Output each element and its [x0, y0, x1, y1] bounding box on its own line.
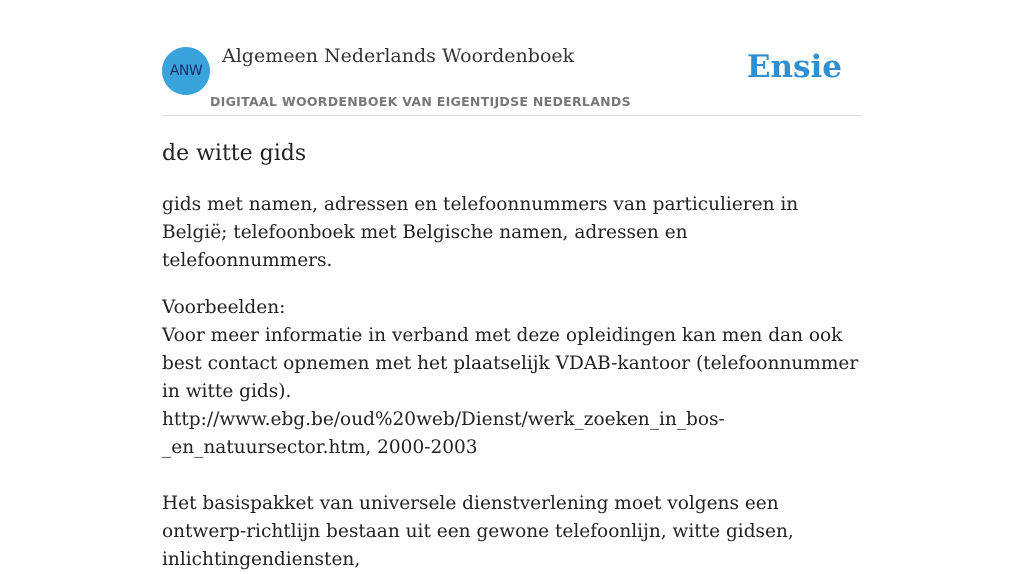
example-item: [162, 490, 862, 574]
entry-content: [162, 138, 862, 574]
ensie-brand-logo[interactable]: Ensie: [746, 49, 842, 85]
site-subtitle: DIGITAAL WOORDENBOEK VAN EIGENTIJDSE NEDERLANDS: [210, 94, 631, 109]
anw-logo[interactable]: ANW: [162, 47, 210, 95]
site-header: [162, 0, 862, 116]
example-source: http://www.ebg.be/oud%20web/Dienst/werk_zoeken_in_bos-_en_natuursector.htm, 2000-2003: [162, 409, 725, 458]
example-text: Het basispakket van universele dienstverlening moet volgens een ontwerp-richtlijn bestaan uit een gewone telefoonlijn, witte gidsen, inlichtingendiensten,: [162, 493, 794, 570]
headword: de witte gids: [162, 141, 307, 166]
header-divider: [162, 115, 862, 116]
example-item: [162, 322, 862, 462]
examples-label: Voorbeelden:: [162, 297, 286, 318]
site-title[interactable]: Algemeen Nederlands Woordenboek: [222, 45, 575, 67]
example-text: Voor meer informatie in verband met deze opleidingen kan men dan ook best contact opnemen met het plaatselijk VDAB-kantoor (telefoonnummer in witte gids).: [162, 325, 859, 402]
definition: gids met namen, adressen en telefoonnummers van particulieren in België; telefoonboek met Belgische namen, adressen en telefoonnummers.: [162, 194, 799, 271]
examples-section: [162, 294, 862, 574]
